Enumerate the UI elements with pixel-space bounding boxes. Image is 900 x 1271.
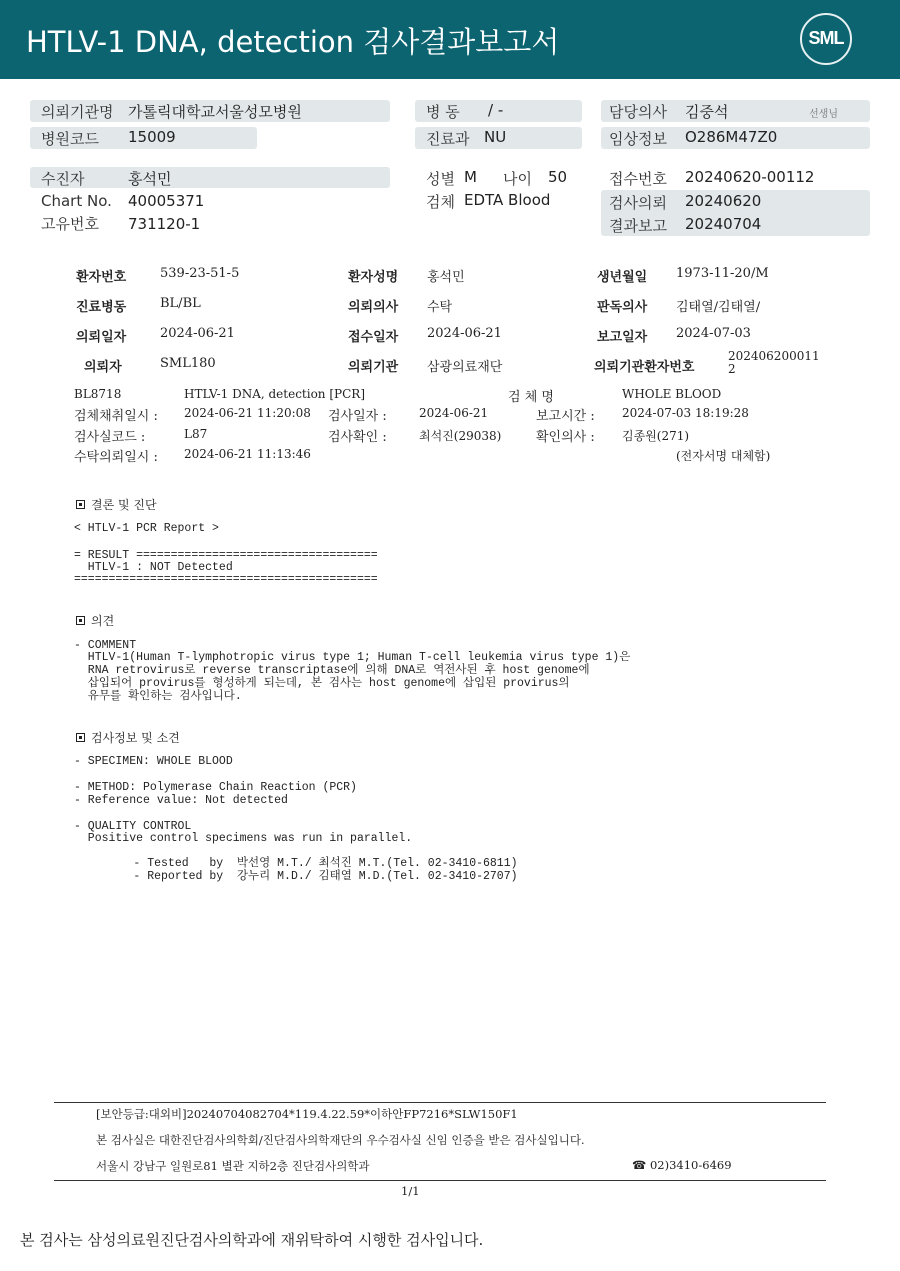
report-value: 20240704 xyxy=(685,215,762,233)
square-bullet-icon xyxy=(76,500,85,509)
doctor-suffix: 선생님 xyxy=(809,109,838,120)
specimen-label: 검체 xyxy=(426,193,455,211)
footer-bottom-rule xyxy=(54,1180,826,1181)
rep-date-label: 보고일자 xyxy=(597,330,648,345)
report-subtitle: < HTLV-1 PCR Report > xyxy=(74,522,219,535)
req-doc-label: 의뢰의사 xyxy=(348,300,399,315)
result-line-3: ============================================ xyxy=(74,573,378,586)
rep-date: 2024-07-03 xyxy=(676,326,751,341)
confirm-label: 검사확인 : xyxy=(328,430,387,445)
req-inst-label: 의뢰기관 xyxy=(348,360,399,375)
inst-pt-2: 2 xyxy=(728,362,736,376)
pt-no: 539-23-51-5 xyxy=(160,266,240,281)
req-doc: 수탁 xyxy=(427,300,453,315)
report-title: HTLV-1 DNA, detection 검사결과보고서 xyxy=(26,25,560,59)
bottom-note: 본 검사는 삼성의료원진단검사의학과에 재위탁하여 시행한 검사입니다. xyxy=(20,1231,484,1249)
chart-label: Chart No. xyxy=(41,192,112,210)
pt-no-label: 환자번호 xyxy=(76,270,127,285)
test-date: 2024-06-21 xyxy=(419,406,489,420)
specimen-line: - SPECIMEN: WHOLE BLOOD xyxy=(74,755,233,768)
page-number: 1/1 xyxy=(401,1184,420,1198)
qc-line-2: Positive control specimens was run in parallel. xyxy=(74,832,413,845)
hosp-code-label: 병원코드 xyxy=(41,130,99,148)
reported-by-line: - Reported by 강누리 M.D./ 김태열 M.D.(Tel. 02-3410-2707) xyxy=(92,870,518,883)
dept-value: NU xyxy=(484,128,507,146)
report-header xyxy=(0,0,900,79)
report-time-label: 보고시간 : xyxy=(536,409,595,424)
section-testinfo xyxy=(76,729,180,746)
age-label: 나이 xyxy=(503,170,532,188)
certification-line: 본 검사실은 대한진단검사의학회/진단검사의학재단의 우수검사실 신임 인증을 받은 검사실입니다. xyxy=(96,1133,585,1147)
confirm: 최석진(29038) xyxy=(419,429,502,443)
dob-label: 생년월일 xyxy=(597,270,648,285)
collect: 2024-06-21 11:20:08 xyxy=(184,406,311,420)
ward-label: 병 동 xyxy=(426,103,460,121)
hosp-code-value: 15009 xyxy=(128,128,176,146)
req-org-label: 의뢰기관명 xyxy=(41,103,114,121)
test-specimen: WHOLE BLOOD xyxy=(622,387,722,401)
pt-name-label: 환자성명 xyxy=(348,270,399,285)
sml-logo xyxy=(800,13,852,65)
specimen-value: EDTA Blood xyxy=(464,191,551,209)
read-doc: 김태열/김태열/ xyxy=(676,300,761,315)
uid-label: 고유번호 xyxy=(41,215,99,233)
phone-line: ☎ 02)3410-6469 xyxy=(632,1158,732,1172)
report-time: 2024-07-03 18:19:28 xyxy=(622,406,749,420)
section-opinion-title: 의견 xyxy=(91,614,115,628)
method-line: - METHOD: Polymerase Chain Reaction (PCR) xyxy=(74,781,357,794)
test-name: HTLV-1 DNA, detection [PCR] xyxy=(184,387,366,401)
result-line-2: HTLV-1 : NOT Detected xyxy=(74,561,233,574)
confirm-doc: 김종원(271) xyxy=(622,429,690,443)
esign-note: (전자서명 대체함) xyxy=(676,449,771,463)
section-opinion xyxy=(76,612,114,629)
chart-value: 40005371 xyxy=(128,192,205,210)
inst-pt-label: 의뢰기관환자번호 xyxy=(594,360,695,375)
ward-detail-label: 진료병동 xyxy=(76,300,127,315)
dob: 1973-11-20/M xyxy=(676,266,769,281)
pt-name: 홍석민 xyxy=(427,270,465,285)
result-line-1: = RESULT =================================== xyxy=(74,549,378,562)
inst-pt-1: 202406200011 xyxy=(728,349,820,363)
section-testinfo-title: 검사정보 및 소견 xyxy=(91,731,180,745)
age-value: 50 xyxy=(548,168,568,186)
square-bullet-icon xyxy=(76,616,85,625)
room: L87 xyxy=(184,427,208,441)
request-value: 20240620 xyxy=(685,192,762,210)
clinical-label: 임상정보 xyxy=(609,130,667,148)
rcv-date-label: 접수일자 xyxy=(348,330,399,345)
request-label: 검사의뢰 xyxy=(609,194,667,212)
doctor-value: 김중석 xyxy=(685,103,729,121)
read-doc-label: 판독의사 xyxy=(597,300,648,315)
comment-line-5: 유무를 확인하는 검사입니다. xyxy=(74,690,242,703)
reference-line: - Reference value: Not detected xyxy=(74,794,288,807)
consign: 2024-06-21 11:13:46 xyxy=(184,447,311,461)
report-label: 결과보고 xyxy=(609,217,667,235)
requester: SML180 xyxy=(160,356,216,371)
ward-detail: BL/BL xyxy=(160,296,201,311)
doctor-label: 담당의사 xyxy=(609,103,667,121)
test-date-label: 검사일자 : xyxy=(328,409,387,424)
comment-line-4: 삽입되어 provirus를 형성하게 되는데, 본 검사는 host genome에 삽입된 provirus의 xyxy=(74,677,570,690)
comment-line-1: - COMMENT xyxy=(74,639,137,652)
security-line: [보안등급:대외비]20240704082704*119.4.22.59*이하안FP7216*SLW150F1 xyxy=(96,1107,518,1121)
req-date: 2024-06-21 xyxy=(160,326,235,341)
square-bullet-icon xyxy=(76,733,85,742)
req-org-value: 가톨릭대학교서울성모병원 xyxy=(128,103,302,121)
section-conclusion-title: 결론 및 진단 xyxy=(91,498,157,512)
qc-line-1: - QUALITY CONTROL xyxy=(74,820,192,833)
requester-label: 의뢰자 xyxy=(84,360,122,375)
footer-top-rule xyxy=(54,1102,826,1103)
test-specimen-label: 검 체 명 xyxy=(508,390,554,405)
address-line: 서울시 강남구 일원로81 별관 지하2층 진단검사의학과 xyxy=(96,1159,370,1173)
sex-label: 성별 xyxy=(426,170,455,188)
receipt-label: 접수번호 xyxy=(609,170,667,188)
patient-label: 수진자 xyxy=(41,170,85,188)
dept-label: 진료과 xyxy=(426,130,470,148)
consign-label: 수탁의뢰일시 : xyxy=(74,450,158,465)
patient-value: 홍석민 xyxy=(128,170,172,188)
room-label: 검사실코드 : xyxy=(74,430,146,445)
ward-value: / - xyxy=(488,101,504,119)
sex-value: M xyxy=(464,168,477,186)
logo-text: SML xyxy=(808,28,844,48)
receipt-value: 20240620-00112 xyxy=(685,168,815,186)
clinical-value: O286M47Z0 xyxy=(685,128,778,146)
collect-label: 검체채취일시 : xyxy=(74,409,158,424)
req-inst: 삼광의료재단 xyxy=(427,360,503,375)
rcv-date: 2024-06-21 xyxy=(427,326,502,341)
confirm-doc-label: 확인의사 : xyxy=(536,430,595,445)
req-date-label: 의뢰일자 xyxy=(76,330,127,345)
comment-line-2: HTLV-1(Human T-lymphotropic virus type 1; Human T-cell leukemia virus type 1)은 xyxy=(74,651,631,664)
tested-by-line: - Tested by 박선영 M.T./ 최석진 M.T.(Tel. 02-3410-6811) xyxy=(92,857,518,870)
section-conclusion xyxy=(76,496,157,513)
test-code: BL8718 xyxy=(74,387,122,401)
uid-value: 731120-1 xyxy=(128,215,201,233)
comment-line-3: RNA retrovirus로 reverse transcriptase에 의해 DNA로 역전사된 후 host genome에 xyxy=(74,664,590,677)
